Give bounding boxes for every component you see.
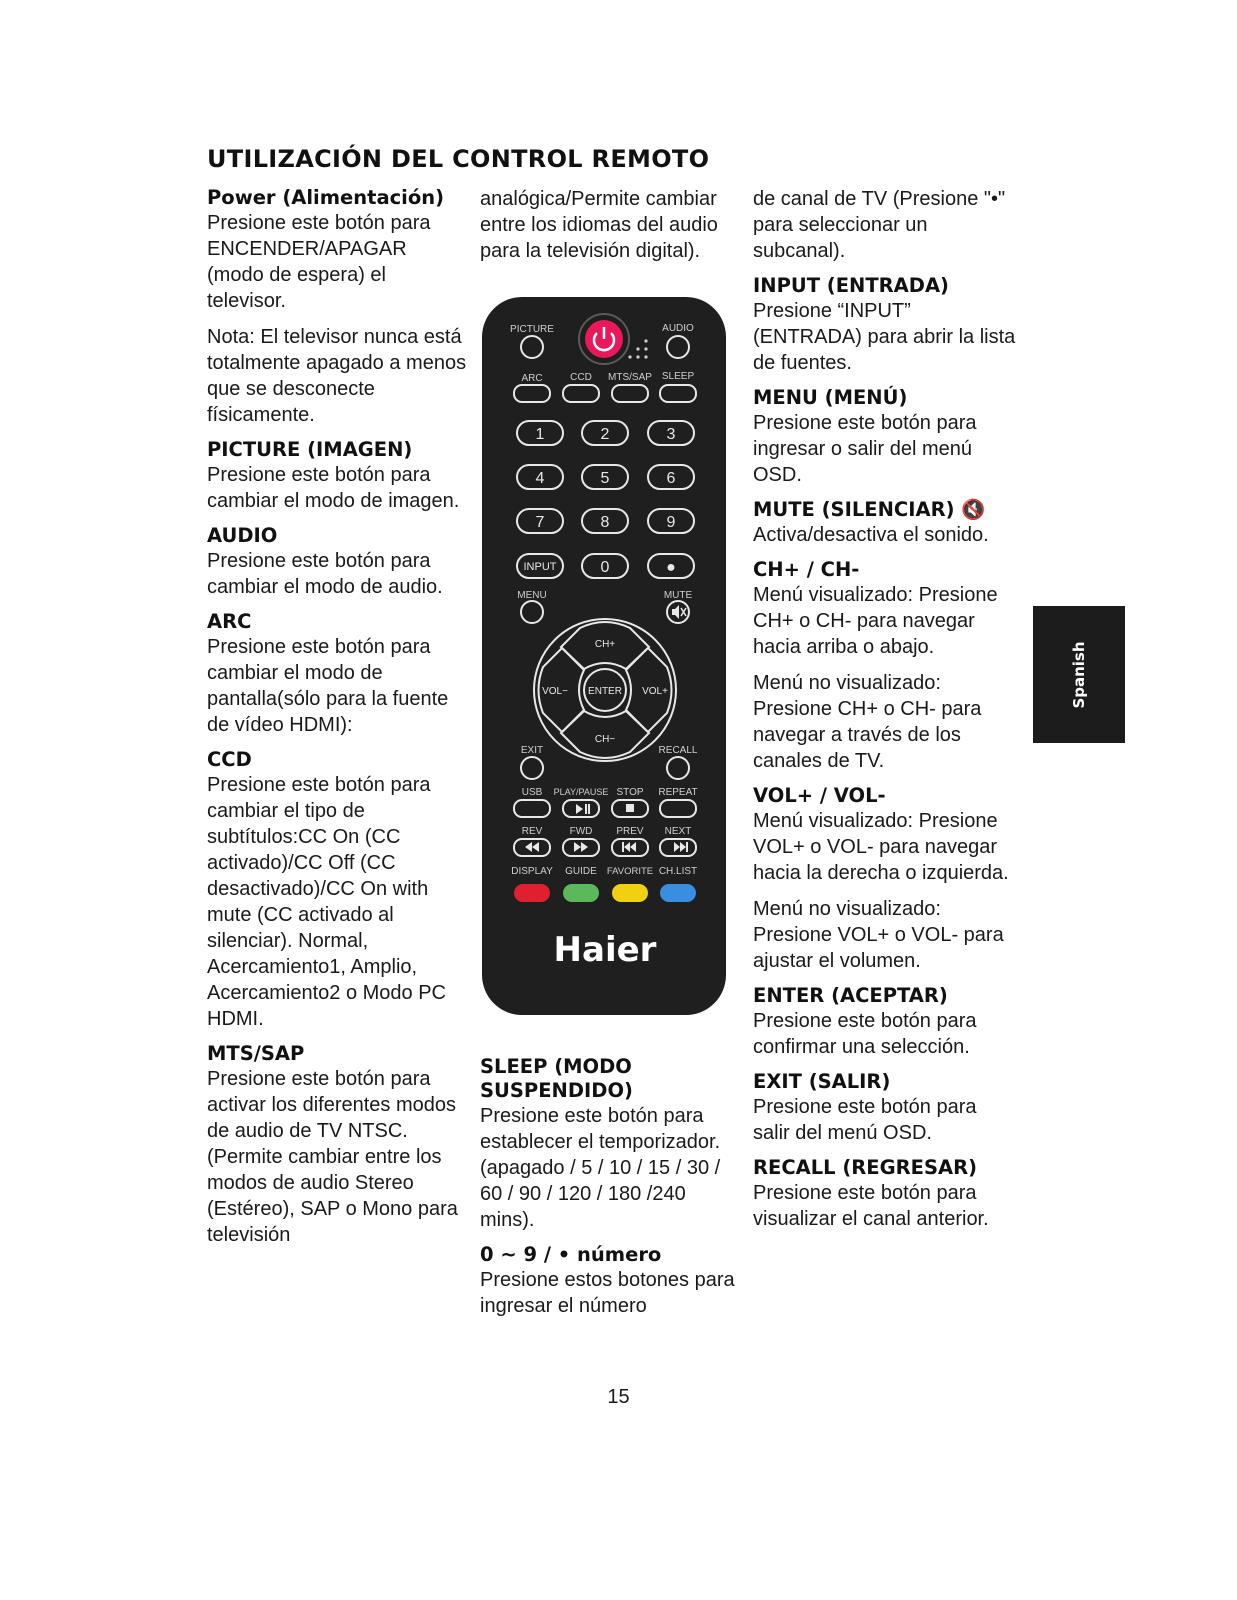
section-text: Presione este botón para establecer el temporizador. (apagado / 5 / 10 / 15 / 30 / 60 / 90 / 120 / 180 /240 mins). [480, 1105, 721, 1231]
section-note [207, 324, 467, 428]
section-heading: Power (Alimentación) [207, 186, 445, 209]
yellow-button[interactable] [612, 884, 648, 902]
section-text: Activa/desactiva el sonido. [753, 524, 989, 546]
section-heading: CH+ / CH- [753, 558, 860, 581]
label-ch-down: CH− [594, 734, 616, 745]
language-tab [1033, 606, 1125, 743]
column-3 [753, 186, 1018, 1242]
section-text: Presione este botón para activar los diferentes modos de audio de TV NTSC. (Permite cambiar entre los modos de audio Stereo (Estéreo), SAP o Mono para televisión [207, 1068, 458, 1246]
section-heading: PICTURE (IMAGEN) [207, 438, 413, 461]
label-rev: REV [521, 826, 543, 837]
label-mute: MUTE [663, 590, 693, 601]
page-title: UTILIZACIÓN DEL CONTROL REMOTO [207, 145, 710, 173]
column-1 [207, 186, 467, 1258]
section-heading: EXIT (SALIR) [753, 1070, 891, 1093]
section-digits [480, 1243, 745, 1319]
section-heading: VOL+ / VOL- [753, 784, 886, 807]
label-repeat: REPEAT [658, 787, 698, 798]
navigation-pad [534, 619, 676, 761]
digit-label: 2 [600, 426, 610, 443]
section-mute [753, 498, 1018, 548]
section-picture [207, 438, 467, 514]
section-menu [753, 386, 1018, 488]
label-vol-down: VOL− [542, 686, 568, 697]
label-chlist: CH.LIST [658, 866, 698, 877]
label-mts: MTS/SAP [608, 372, 652, 383]
label-guide: GUIDE [565, 866, 597, 877]
label-enter: ENTER [588, 686, 622, 697]
section-audio [207, 524, 467, 600]
label-recall: RECALL [658, 745, 698, 756]
label-display: DISPLAY [511, 866, 553, 877]
section-text: Presione este botón para cambiar el tipo de subtítulos:CC On (CC activado)/CC Off (CC desactivado)/CC On with mute (CC activado al silenciar). Normal, Acercamiento1, Amplio, Acercamiento2 o Modo PC HDMI. [207, 774, 447, 1030]
section-input [753, 274, 1018, 376]
red-button[interactable] [514, 884, 550, 902]
digit-label: 4 [535, 470, 545, 487]
label-prev: PREV [616, 826, 644, 837]
section-arc [207, 610, 467, 738]
section-power [207, 186, 467, 314]
digit-label: 9 [666, 514, 676, 531]
label-play-pause: PLAY/PAUSE [553, 787, 609, 797]
section-text: Menú visualizado: Presione CH+ o CH- para navegar hacia arriba o abajo. [753, 584, 998, 658]
section-text: Menú no visualizado: Presione CH+ o CH- para navegar a través de los canales de TV. [753, 672, 982, 772]
section-text: Presione este botón para ENCENDER/APAGAR (modo de espera) el televisor. [207, 212, 431, 312]
label-stop: STOP [616, 787, 644, 798]
section-heading: 0 ~ 9 / • número [480, 1243, 662, 1266]
section-volume-nomenu [753, 896, 1018, 974]
blue-button[interactable] [660, 884, 696, 902]
section-heading: ARC [207, 610, 252, 633]
section-text: Presione estos botones para ingresar el número [480, 1269, 735, 1317]
section-text: analógica/Permite cambiar entre los idiomas del audio para la televisión digital). [480, 188, 718, 262]
section-heading: AUDIO [207, 524, 278, 547]
label-favorite: FAVORITE [606, 866, 654, 877]
section-volume [753, 784, 1018, 886]
section-text: Nota: El televisor nunca está totalmente apagado a menos que se desconecte físicamente. [207, 326, 467, 426]
section-enter [753, 984, 1018, 1060]
column-2-lower [480, 1055, 745, 1329]
section-text: de canal de TV (Presione "•" para seleccionar un subcanal). [753, 188, 1006, 262]
section-text: Presione este botón para ingresar o salir del menú OSD. [753, 412, 977, 486]
label-usb: USB [521, 787, 543, 798]
label-audio: AUDIO [662, 323, 694, 334]
page-number: 15 [607, 1386, 630, 1408]
section-heading: SLEEP (MODO SUSPENDIDO) [480, 1055, 633, 1102]
section-heading: MUTE (SILENCIAR) 🔇 [753, 498, 986, 521]
section-sleep [480, 1055, 745, 1233]
digit-label: 8 [600, 514, 610, 531]
section-recall [753, 1156, 1018, 1232]
label-vol-up: VOL+ [642, 686, 668, 697]
digit-label: 1 [535, 426, 545, 443]
digit-label: INPUT [523, 561, 557, 573]
label-exit: EXIT [520, 745, 544, 756]
section-text: Presione este botón para cambiar el modo de imagen. [207, 464, 460, 512]
section-continuation [753, 186, 1018, 264]
label-fwd: FWD [569, 826, 593, 837]
language-tab-label: Spanish [1070, 640, 1088, 709]
label-picture: PICTURE [510, 324, 554, 335]
green-button[interactable] [563, 884, 599, 902]
section-text: Presione este botón para salir del menú OSD. [753, 1096, 977, 1144]
label-ch-up: CH+ [594, 639, 616, 650]
label-sleep: SLEEP [661, 371, 695, 382]
section-text: Presione este botón para confirmar una selección. [753, 1010, 977, 1058]
digit-label: 0 [600, 559, 610, 576]
section-heading: CCD [207, 748, 252, 771]
section-text: Menú visualizado: Presione VOL+ o VOL- para navegar hacia la derecha o izquierda. [753, 810, 1009, 884]
digit-label: 6 [666, 470, 676, 487]
section-exit [753, 1070, 1018, 1146]
section-mts-sap [207, 1042, 467, 1248]
section-heading: MTS/SAP [207, 1042, 305, 1065]
remote-control-illustration [478, 295, 730, 1019]
section-text: Presione “INPUT” (ENTRADA) para abrir la lista de fuentes. [753, 300, 1016, 374]
label-ccd: CCD [570, 372, 592, 383]
section-continuation [480, 186, 745, 264]
label-menu: MENU [517, 590, 547, 601]
section-heading: ENTER (ACEPTAR) [753, 984, 948, 1007]
section-text: Presione este botón para visualizar el canal anterior. [753, 1182, 989, 1230]
digit-label: 5 [600, 470, 610, 487]
section-text: Presione este botón para cambiar el modo de pantalla(sólo para la fuente de vídeo HDMI): [207, 636, 449, 736]
section-heading: RECALL (REGRESAR) [753, 1156, 978, 1179]
digit-label: 7 [535, 514, 545, 531]
section-channel-nomenu [753, 670, 1018, 774]
label-arc: ARC [521, 373, 543, 384]
digit-label: 3 [666, 426, 676, 443]
section-ccd [207, 748, 467, 1032]
brand-logo: Haier [553, 930, 657, 970]
section-text: Presione este botón para cambiar el modo de audio. [207, 550, 443, 598]
digit-label: ● [666, 559, 676, 576]
stop-icon [626, 804, 634, 812]
column-2 [480, 186, 745, 274]
remote-body [482, 297, 726, 1015]
label-next: NEXT [664, 826, 692, 837]
section-text: Menú no visualizado: Presione VOL+ o VOL- para ajustar el volumen. [753, 898, 1004, 972]
section-heading: INPUT (ENTRADA) [753, 274, 949, 297]
section-channel [753, 558, 1018, 660]
section-heading: MENU (MENÚ) [753, 386, 908, 409]
